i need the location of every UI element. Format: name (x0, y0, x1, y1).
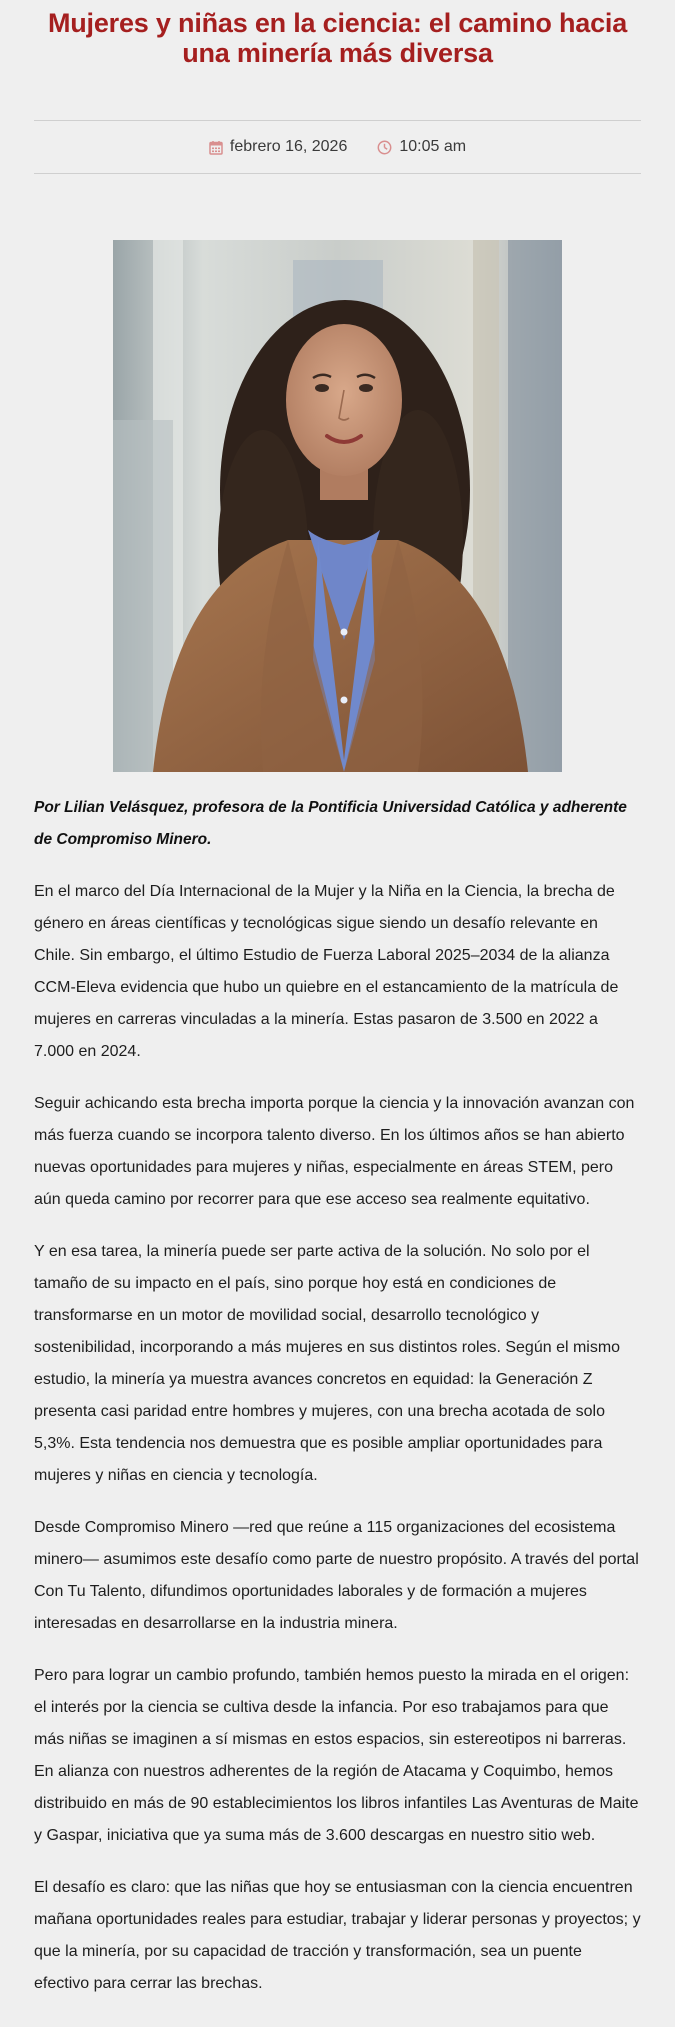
post-time (377, 138, 466, 156)
article-paragraph: Seguir achicando esta brecha importa porque la ciencia y la innovación avanzan con más fuerza cuando se incorpora talento diverso. En los últimos años se han abierto nuevas oportunidades para mujeres y niñas, especialmente en áreas STEM, pero aún queda camino por recorrer para que ese acceso sea realmente equitativo. (34, 1095, 635, 1208)
post-meta (34, 120, 641, 174)
article-paragraph: Desde Compromiso Minero —red que reúne a 115 organizaciones del ecosistema minero— asumimos este desafío como parte de nuestro propósito. A través del portal Con Tu Talento, difundimos oportunidades laborales y de formación a mujeres interesadas en desarrollarse en la industria minera. (34, 1519, 639, 1632)
article-title: Mujeres y niñas en la ciencia: el camino hacia una minería más diversa (47, 8, 628, 68)
article-paragraph: Pero para lograr un cambio profundo, también hemos puesto la mirada en el origen: el interés por la ciencia se cultiva desde la infancia. Por eso trabajamos para que más niñas se imaginen a sí mismas en estos espacios, sin estereotipos ni barreras. En alianza con nuestros adherentes de la región de Atacama y Coquimbo, hemos distribuido en más de 90 establecimientos los libros infantiles Las Aventuras de Maite y Gaspar, iniciativa que ya suma más de 3.600 descargas en nuestro sitio web. (34, 1667, 639, 1844)
clock-icon (377, 140, 392, 155)
article-byline: Por Lilian Velásquez, profesora de la Pontificia Universidad Católica y adherente de Compromiso Minero. (34, 799, 627, 848)
post-date (209, 138, 347, 156)
author-portrait (113, 240, 562, 772)
article-paragraph: En el marco del Día Internacional de la Mujer y la Niña en la Ciencia, la brecha de género en áreas científicas y tecnológicas sigue siendo un desafío relevante en Chile. Sin embargo, el último Estudio de Fuerza Laboral 2025–2034 de la alianza CCM-Eleva evidencia que hubo un quiebre en el estancamiento de la matrícula de mujeres en carreras vinculadas a la minería. Estas pasaron de 3.500 en 2022 a 7.000 en 2024. (34, 883, 619, 1060)
post-time-text: 10:05 am (399, 138, 467, 155)
featured-image (34, 240, 641, 772)
article-paragraph: Y en esa tarea, la minería puede ser parte activa de la solución. No solo por el tamaño de su impacto en el país, sino porque hoy está en condiciones de transformarse en un motor de movilidad social, desarrollo tecnológico y sostenibilidad, incorporando a más mujeres en sus distintos roles. Según el mismo estudio, la minería ya muestra avances concretos en equidad: la Generación Z presenta casi paridad entre hombres y mujeres, con una brecha acotada de solo 5,3%. Esta tendencia nos demuestra que es posible ampliar oportunidades para mujeres y niñas en ciencia y tecnología. (34, 1243, 621, 1484)
calendar-icon (209, 140, 223, 155)
article (0, 8, 675, 2000)
post-date-text: febrero 16, 2026 (229, 138, 348, 155)
article-paragraph: El desafío es claro: que las niñas que hoy se entusiasman con la ciencia encuentren mañana oportunidades reales para estudiar, trabajar y liderar personas y proyectos; y que la minería, por su capacidad de tracción y transformación, sea un puente efectivo para cerrar las brechas. (34, 1879, 641, 1992)
